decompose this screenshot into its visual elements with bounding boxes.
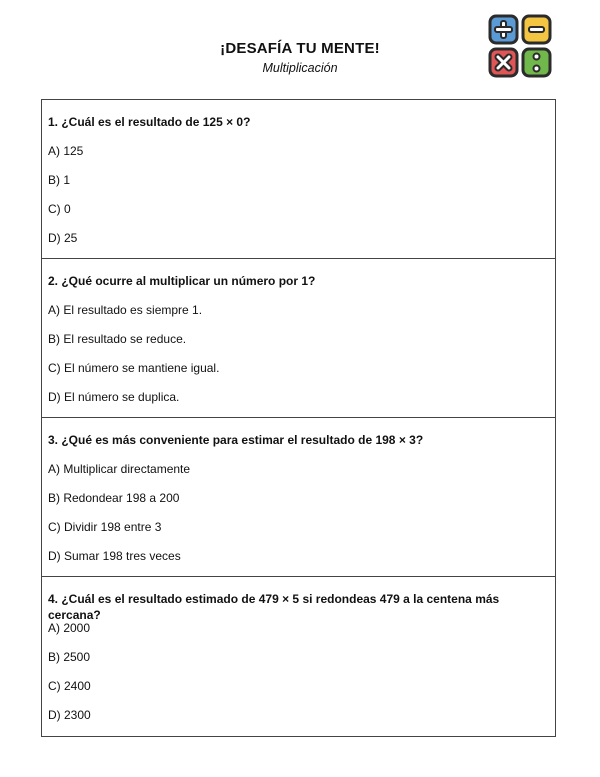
answer-option: A) Multiplicar directamente — [48, 462, 191, 476]
page-title: ¡DESAFÍA TU MENTE! — [220, 40, 380, 57]
question-block — [42, 100, 555, 259]
answer-option: C) 2400 — [48, 679, 91, 693]
answer-option: B) 2500 — [48, 650, 91, 664]
question-text: 2. ¿Qué ocurre al multiplicar un número por 1? — [48, 274, 316, 288]
answer-option: C) Dividir 198 entre 3 — [48, 520, 162, 534]
answer-option: D) El número se duplica. — [48, 390, 180, 404]
answer-option: D) 25 — [48, 231, 78, 245]
answer-option: C) 0 — [48, 202, 71, 216]
question-block — [42, 418, 555, 577]
question-text: 3. ¿Qué es más conveniente para estimar el resultado de 198 × 3? — [48, 433, 424, 447]
answer-option: A) 2000 — [48, 621, 91, 635]
answer-option: D) 2300 — [48, 708, 91, 722]
page-subtitle: Multiplicación — [262, 61, 338, 75]
answer-option: D) Sumar 198 tres veces — [48, 549, 181, 563]
quiz-table — [41, 99, 556, 737]
answer-option: A) 125 — [48, 144, 84, 158]
calculator-operations-icon — [488, 14, 552, 78]
question-text: 1. ¿Cuál es el resultado de 125 × 0? — [48, 115, 251, 129]
minus-icon — [529, 27, 544, 32]
answer-option: C) El número se mantiene igual. — [48, 361, 220, 375]
question-block — [42, 577, 555, 736]
answer-option: B) 1 — [48, 173, 71, 187]
answer-option: B) El resultado se reduce. — [48, 332, 187, 346]
question-text: 4. ¿Cuál es el resultado estimado de 479 × 5 si redondeas 479 a la centena más cercana? — [48, 592, 500, 622]
answer-option: A) El resultado es siempre 1. — [48, 303, 203, 317]
answer-option: B) Redondear 198 a 200 — [48, 491, 180, 505]
question-block — [42, 259, 555, 418]
